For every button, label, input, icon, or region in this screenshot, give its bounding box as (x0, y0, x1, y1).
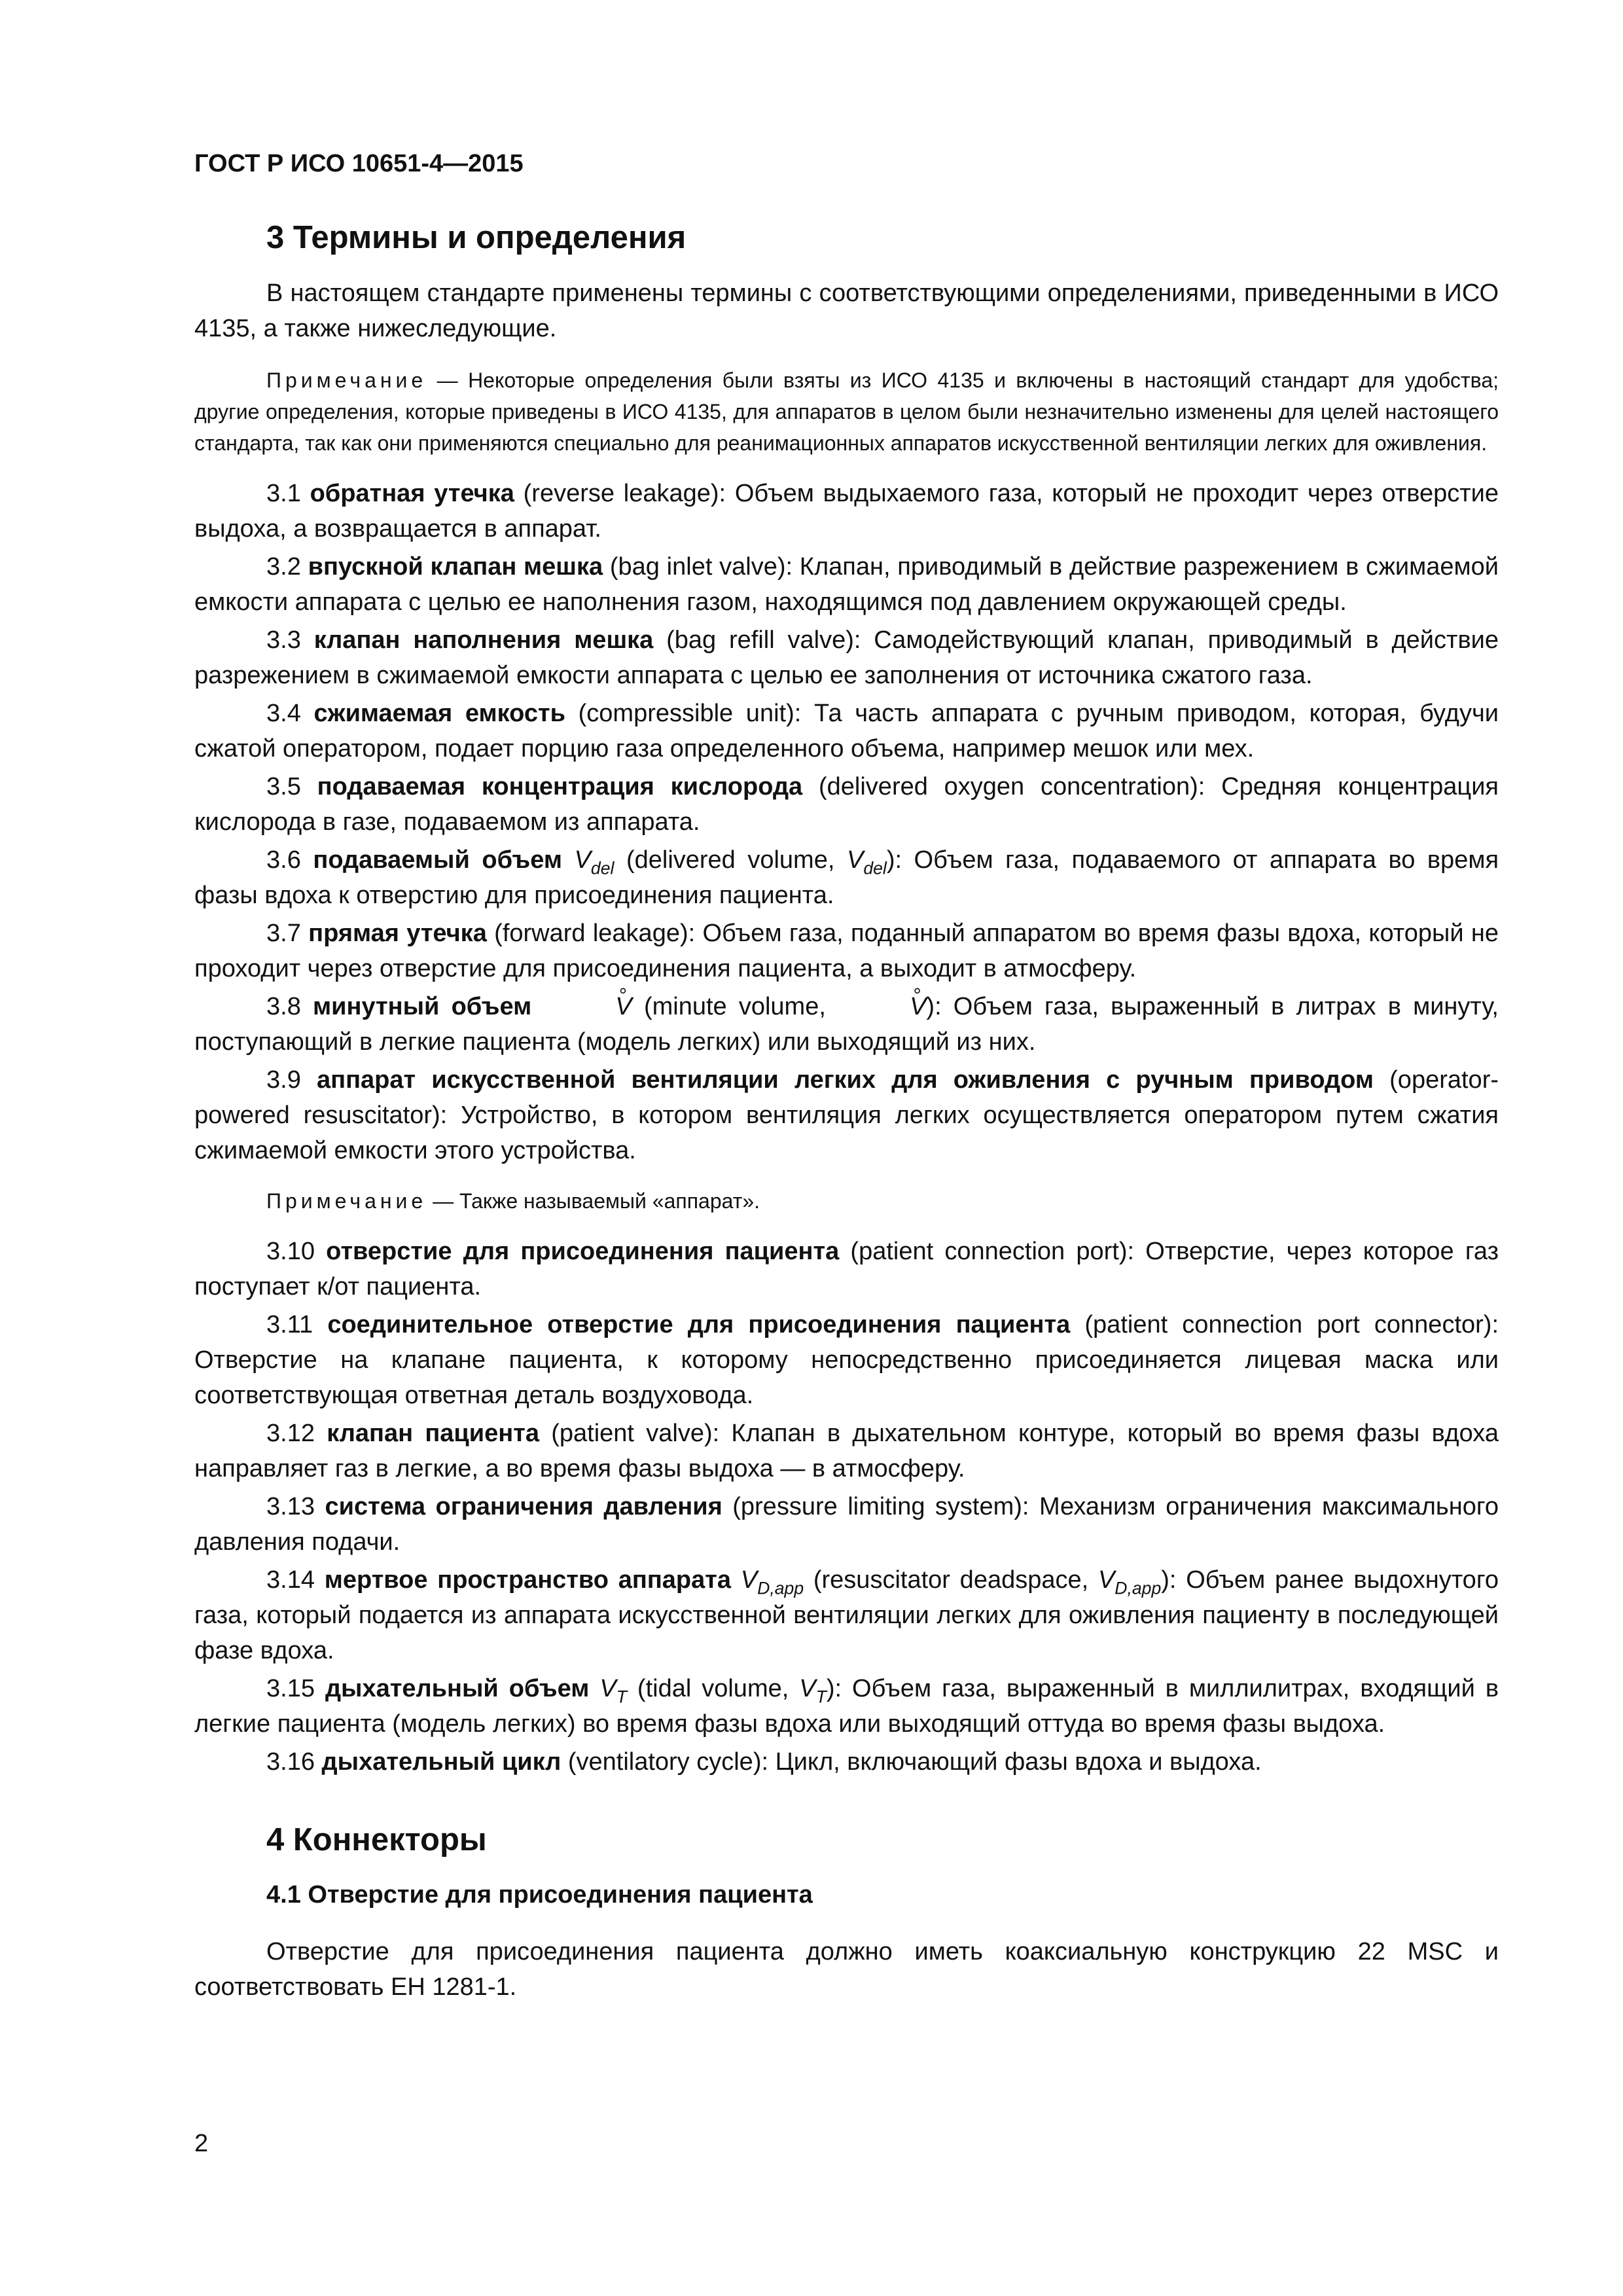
term-name: обратная утечка (310, 480, 514, 507)
term-name: мертвое пространство аппарата (324, 1566, 732, 1594)
term-number: 3.10 (266, 1238, 315, 1265)
term-definition: (forward leakage): Объем газа, поданный аппаратом во время фазы вдоха, который не проходит через отверстие для присоединения пациента, а выходит в атмосферу. (194, 920, 1499, 982)
term-3-3 (194, 622, 1499, 693)
term-definition: (patient valve): Клапан в дыхательном контуре, который во время фазы вдоха направляет газ в легкие, а во время фазы выдоха — в атмосферу. (194, 1420, 1499, 1482)
term-name: аппарат искусственной вентиляции легких для оживления с ручным приводом (316, 1066, 1374, 1094)
term-name: система ограничения давления (325, 1493, 722, 1520)
section-3-intro: В настоящем стандарте применены термины с соответствующими определениями, приведенными в ИСО 4135, а также нижеследующие. (194, 279, 1499, 342)
note-2 (194, 1185, 1499, 1217)
term-definition: ): Объем газа, подаваемого от аппарата во время фазы вдоха к отверстию для присоединения пациента. (194, 846, 1499, 909)
term-number: 3.15 (266, 1675, 315, 1702)
note-1-text: — Некоторые определения были взяты из ИСО 4135 и включены в настоящий стандарт для удобства; другие определения, которые приведены в ИСО 4135, для аппаратов в целом были незначительно изменены для целей настоящего стандарта, так как они применяются специально для реанимационных аппаратов искусственной вентиляции легких для оживления. (194, 368, 1499, 455)
symbol: V (740, 1566, 758, 1594)
term-name: подаваемая концентрация кислорода (317, 773, 803, 800)
term-3-6 (194, 842, 1499, 913)
symbol: V (846, 846, 864, 874)
term-definition: (bag refill valve): Самодействующий клапан, приводимый в действие разрежением в сжимаемой емкости аппарата с целью ее заполнения от источника сжатого газа. (194, 626, 1499, 689)
term-3-10 (194, 1234, 1499, 1304)
symbol: V (1097, 1566, 1115, 1594)
term-name: дыхательный цикл (321, 1748, 562, 1776)
term-number: 3.5 (266, 773, 301, 800)
note-2-text: — Также называемый «аппарат». (427, 1189, 760, 1213)
term-name: соединительное отверстие для присоединения пациента (327, 1311, 1071, 1338)
term-english: (resuscitator deadspace, (804, 1566, 1098, 1594)
term-number: 3.12 (266, 1420, 315, 1447)
term-name: подаваемый объем (313, 846, 563, 874)
symbol-v-dot: ° V (543, 989, 632, 1024)
term-definition: (ventilatory cycle): Цикл, включающий фазы вдоха и выдоха. (561, 1748, 1262, 1776)
symbol-subscript: T (616, 1687, 627, 1707)
symbol-subscript: D,app (757, 1578, 804, 1598)
subsection-4-1-title: 4.1 Отверстие для присоединения пациента (266, 1881, 813, 1909)
term-number: 3.13 (266, 1493, 315, 1520)
term-name: минутный объем (313, 993, 532, 1020)
term-definition: (patient connection port): Отверстие, через которое газ поступает к/от пациента. (194, 1238, 1499, 1300)
term-3-8 (194, 989, 1499, 1060)
term-name: дыхательный объем (325, 1675, 590, 1702)
symbol: V (799, 1675, 816, 1702)
term-number: 3.1 (266, 480, 301, 507)
term-name: сжимаемая емкость (313, 700, 565, 727)
term-name: прямая утечка (308, 920, 487, 947)
term-english: (minute volume, (632, 993, 838, 1020)
term-definition: (compressible unit): Та часть аппарата с ручным приводом, которая, будучи сжатой оператором, подает порцию газа определенного объема, например мешок или мех. (194, 700, 1499, 762)
symbol-subscript: D,app (1115, 1578, 1162, 1598)
term-name: впускной клапан мешка (308, 553, 603, 581)
term-3-9 (194, 1062, 1499, 1168)
note-1-label: Примечание (266, 368, 427, 392)
term-3-12 (194, 1416, 1499, 1486)
term-number: 3.4 (266, 700, 301, 727)
symbol: V (599, 1675, 616, 1702)
subsection-4-1-text: Отверстие для присоединения пациента должно иметь коаксиальную конструкцию 22 MSC и соответствовать ЕН 1281-1. (194, 1938, 1499, 2001)
term-definition: (operator-powered resuscitator): Устройство, в котором вентиляция легких осуществляется оператором путем сжатия сжимаемой емкости этого устройства. (194, 1066, 1499, 1164)
term-3-7 (194, 916, 1499, 986)
term-definition: (pressure limiting system): Механизм ограничения максимального давления подачи. (194, 1493, 1499, 1556)
symbol: V (574, 846, 591, 874)
term-number: 3.8 (266, 993, 301, 1020)
section-3-title: 3 Термины и определения (266, 220, 687, 255)
document-page (194, 147, 1499, 2005)
term-english: (tidal volume, (626, 1675, 800, 1702)
term-3-2 (194, 549, 1499, 620)
term-english: (delivered volume, (614, 846, 847, 874)
note-2-label: Примечание (266, 1189, 427, 1213)
term-number: 3.14 (266, 1566, 315, 1594)
term-definition: (patient connection port connector): Отверстие на клапане пациента, к которому непосредственно присоединяется лицевая маска или соответствующая ответная деталь воздуховода. (194, 1311, 1499, 1409)
symbol-subscript: del (590, 858, 615, 878)
term-3-14 (194, 1562, 1499, 1668)
term-3-15 (194, 1671, 1499, 1742)
term-3-11 (194, 1307, 1499, 1413)
term-number: 3.3 (266, 626, 301, 654)
document-id-header: ГОСТ Р ИСО 10651-4—2015 (194, 150, 524, 177)
term-3-1 (194, 476, 1499, 547)
term-3-16 (194, 1744, 1499, 1780)
term-3-13 (194, 1489, 1499, 1560)
section-4-title: 4 Коннекторы (266, 1822, 487, 1857)
term-name: отверстие для присоединения пациента (326, 1238, 840, 1265)
term-definition: (delivered oxygen concentration): Средняя концентрация кислорода в газе, подаваемом из аппарата. (194, 773, 1499, 836)
page-number: 2 (194, 2130, 209, 2157)
symbol-subscript: del (863, 858, 887, 878)
term-definition: ): Объем газа, выраженный в миллилитрах, входящий в легкие пациента (модель легких) во время фазы вдоха или выходящий оттуда во время фазы выдоха. (194, 1675, 1499, 1738)
term-number: 3.6 (266, 846, 301, 874)
term-definition: (reverse leakage): Объем выдыхаемого газа, который не проходит через отверстие выдоха, а возвращается в аппарат. (194, 480, 1499, 543)
term-number: 3.16 (266, 1748, 315, 1776)
term-3-4 (194, 696, 1499, 766)
symbol-v-dot: ° V (838, 989, 926, 1024)
term-definition: ): Объем ранее выдохнутого газа, который подается из аппарата искусственной вентиляции легких для оживления пациенту в последующей фазе вдоха. (194, 1566, 1499, 1664)
term-number: 3.2 (266, 553, 301, 581)
term-number: 3.11 (266, 1311, 313, 1338)
term-name: клапан пациента (327, 1420, 539, 1447)
note-1 (194, 365, 1499, 459)
symbol-subscript: T (815, 1687, 827, 1707)
term-number: 3.7 (266, 920, 301, 947)
term-definition: ): Объем газа, выраженный в литрах в минуту, поступающий в легкие пациента (модель легких) или выходящий из них. (194, 993, 1499, 1056)
term-3-5 (194, 769, 1499, 840)
term-number: 3.9 (266, 1066, 301, 1094)
term-name: клапан наполнения мешка (313, 626, 654, 654)
term-definition: (bag inlet valve): Клапан, приводимый в действие разрежением в сжимаемой емкости аппарата с целью ее наполнения газом, находящимся под давлением окружающей среды. (194, 553, 1499, 616)
